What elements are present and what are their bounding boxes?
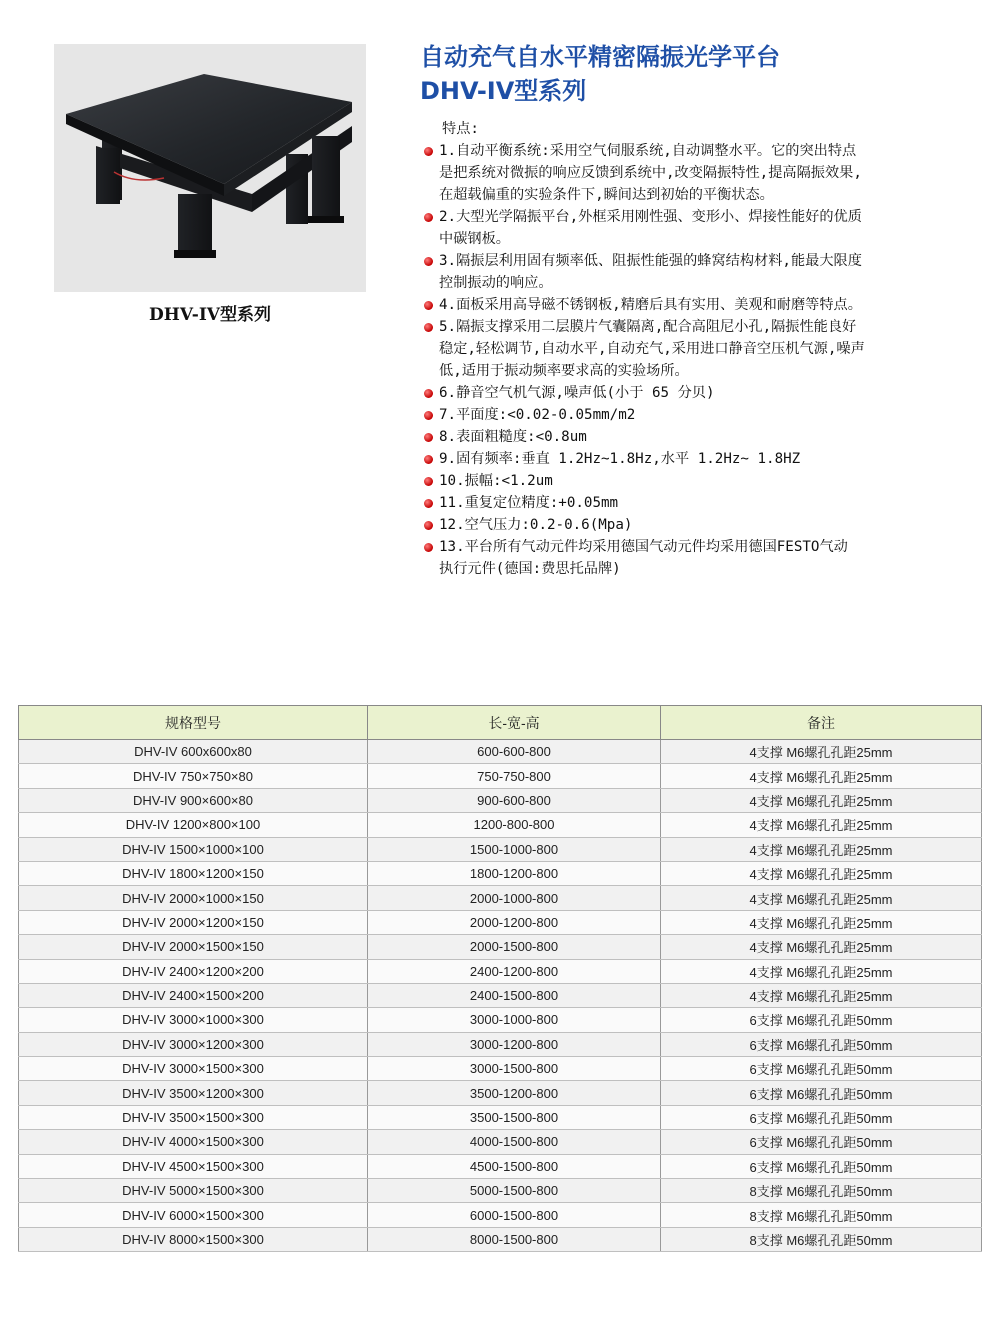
cell-model: DHV-IV 3000×1200×300 bbox=[19, 1032, 368, 1056]
cell-dimensions: 3000-1200-800 bbox=[368, 1032, 661, 1056]
red-bullet-icon bbox=[424, 543, 433, 552]
title-line-1: 自动充气自水平精密隔振光学平台 bbox=[420, 43, 780, 71]
column-header-dimensions: 长-宽-高 bbox=[368, 706, 661, 740]
table-row bbox=[19, 910, 982, 934]
cell-dimensions: 8000-1500-800 bbox=[368, 1227, 661, 1251]
cell-model: DHV-IV 5000×1500×300 bbox=[19, 1179, 368, 1203]
table-row bbox=[19, 788, 982, 812]
cell-dimensions: 1500-1000-800 bbox=[368, 837, 661, 861]
table-body bbox=[19, 740, 982, 1252]
cell-remarks: 6支撑 M6螺孔孔距50mm bbox=[661, 1154, 982, 1178]
cell-remarks: 4支撑 M6螺孔孔距25mm bbox=[661, 837, 982, 861]
feature-item bbox=[436, 492, 981, 514]
cell-model: DHV-IV 1500×1000×100 bbox=[19, 837, 368, 861]
cell-dimensions: 5000-1500-800 bbox=[368, 1179, 661, 1203]
feature-text: 1.自动平衡系统:采用空气伺服系统,自动调整水平。它的突出特点 是把系统对微振的响应反馈到系统中,改变隔振特性,提高隔振效果, 在超载偏重的实验条件下,瞬间达到初始的平衡状态。 bbox=[439, 143, 862, 203]
table-row bbox=[19, 935, 982, 959]
cell-remarks: 8支撑 M6螺孔孔距50mm bbox=[661, 1179, 982, 1203]
table-row bbox=[19, 1008, 982, 1032]
feature-list bbox=[436, 140, 981, 580]
feature-text: 5.隔振支撑采用二层膜片气囊隔离,配合高阻尼小孔,隔振性能良好 稳定,轻松调节,自动水平,自动充气,采用进口静音空压机气源,噪声 低,适用于振动频率要求高的实验场所。 bbox=[439, 319, 865, 379]
table-header-row bbox=[19, 706, 982, 740]
cell-model: DHV-IV 1800×1200×150 bbox=[19, 861, 368, 885]
cell-dimensions: 600-600-800 bbox=[368, 740, 661, 764]
column-header-model: 规格型号 bbox=[19, 706, 368, 740]
red-bullet-icon bbox=[424, 389, 433, 398]
cell-model: DHV-IV 3500×1500×300 bbox=[19, 1105, 368, 1129]
red-bullet-icon bbox=[424, 521, 433, 530]
product-caption: DHV-IV型系列 bbox=[149, 305, 271, 325]
cell-dimensions: 6000-1500-800 bbox=[368, 1203, 661, 1227]
cell-model: DHV-IV 750×750×80 bbox=[19, 764, 368, 788]
cell-model: DHV-IV 4000×1500×300 bbox=[19, 1130, 368, 1154]
red-bullet-icon bbox=[424, 499, 433, 508]
table-row bbox=[19, 740, 982, 764]
red-bullet-icon bbox=[424, 455, 433, 464]
feature-text: 4.面板采用高导磁不锈钢板,精磨后具有实用、美观和耐磨等特点。 bbox=[439, 297, 862, 313]
feature-item bbox=[436, 316, 981, 382]
table-row bbox=[19, 886, 982, 910]
cell-remarks: 8支撑 M6螺孔孔距50mm bbox=[661, 1227, 982, 1251]
optical-table-illustration bbox=[54, 44, 366, 292]
red-bullet-icon bbox=[424, 411, 433, 420]
red-bullet-icon bbox=[424, 147, 433, 156]
red-bullet-icon bbox=[424, 257, 433, 266]
cell-dimensions: 750-750-800 bbox=[368, 764, 661, 788]
table-row bbox=[19, 861, 982, 885]
cell-dimensions: 3500-1200-800 bbox=[368, 1081, 661, 1105]
table-row bbox=[19, 1227, 982, 1251]
feature-item bbox=[436, 382, 981, 404]
cell-dimensions: 3000-1500-800 bbox=[368, 1057, 661, 1081]
feature-item bbox=[436, 250, 981, 294]
cell-model: DHV-IV 3000×1000×300 bbox=[19, 1008, 368, 1032]
features-section bbox=[436, 118, 981, 580]
red-bullet-icon bbox=[424, 433, 433, 442]
feature-item bbox=[436, 294, 981, 316]
table-row bbox=[19, 1130, 982, 1154]
cell-remarks: 4支撑 M6螺孔孔距25mm bbox=[661, 959, 982, 983]
feature-text: 2.大型光学隔振平台,外框采用刚性强、变形小、焊接性能好的优质 中碳钢板。 bbox=[439, 209, 862, 247]
spec-table bbox=[18, 705, 982, 1252]
feature-item bbox=[436, 140, 981, 206]
table-row bbox=[19, 1105, 982, 1129]
feature-text: 6.静音空气机气源,噪声低(小于 65 分贝) bbox=[439, 385, 715, 401]
feature-text: 7.平面度:<0.02-0.05mm/m2 bbox=[439, 407, 636, 423]
cell-remarks: 4支撑 M6螺孔孔距25mm bbox=[661, 788, 982, 812]
cell-remarks: 8支撑 M6螺孔孔距50mm bbox=[661, 1203, 982, 1227]
table-row bbox=[19, 1154, 982, 1178]
feature-text: 13.平台所有气动元件均采用德国气动元件均采用德国FESTO气动 执行元件(德国:费思托品牌) bbox=[439, 539, 848, 577]
cell-remarks: 4支撑 M6螺孔孔距25mm bbox=[661, 886, 982, 910]
table-row bbox=[19, 1032, 982, 1056]
cell-model: DHV-IV 3000×1500×300 bbox=[19, 1057, 368, 1081]
feature-item bbox=[436, 426, 981, 448]
feature-text: 3.隔振层利用固有频率低、阻振性能强的蜂窝结构材料,能最大限度 控制振动的响应。 bbox=[439, 253, 862, 291]
cell-dimensions: 3000-1000-800 bbox=[368, 1008, 661, 1032]
red-bullet-icon bbox=[424, 213, 433, 222]
table-row bbox=[19, 959, 982, 983]
feature-item bbox=[436, 404, 981, 426]
cell-remarks: 4支撑 M6螺孔孔距25mm bbox=[661, 764, 982, 788]
cell-model: DHV-IV 4500×1500×300 bbox=[19, 1154, 368, 1178]
cell-dimensions: 1200-800-800 bbox=[368, 813, 661, 837]
table-row bbox=[19, 837, 982, 861]
feature-item bbox=[436, 514, 981, 536]
cell-model: DHV-IV 1200×800×100 bbox=[19, 813, 368, 837]
cell-dimensions: 2400-1500-800 bbox=[368, 983, 661, 1007]
table-row bbox=[19, 1057, 982, 1081]
table-row bbox=[19, 1179, 982, 1203]
feature-item bbox=[436, 470, 981, 492]
cell-model: DHV-IV 2000×1500×150 bbox=[19, 935, 368, 959]
feature-item bbox=[436, 536, 981, 580]
cell-remarks: 6支撑 M6螺孔孔距50mm bbox=[661, 1105, 982, 1129]
feature-item bbox=[436, 206, 981, 250]
cell-remarks: 6支撑 M6螺孔孔距50mm bbox=[661, 1008, 982, 1032]
cell-dimensions: 1800-1200-800 bbox=[368, 861, 661, 885]
feature-text: 8.表面粗糙度:<0.8um bbox=[439, 429, 587, 445]
feature-text: 12.空气压力:0.2-0.6(Mpa) bbox=[439, 517, 633, 533]
cell-dimensions: 4500-1500-800 bbox=[368, 1154, 661, 1178]
column-header-remarks: 备注 bbox=[661, 706, 982, 740]
table-row bbox=[19, 813, 982, 837]
cell-model: DHV-IV 600x600x80 bbox=[19, 740, 368, 764]
cell-model: DHV-IV 6000×1500×300 bbox=[19, 1203, 368, 1227]
cell-model: DHV-IV 8000×1500×300 bbox=[19, 1227, 368, 1251]
cell-dimensions: 2000-1500-800 bbox=[368, 935, 661, 959]
cell-remarks: 4支撑 M6螺孔孔距25mm bbox=[661, 861, 982, 885]
cell-model: DHV-IV 2000×1200×150 bbox=[19, 910, 368, 934]
features-label: 特点: bbox=[442, 121, 479, 137]
table-row bbox=[19, 983, 982, 1007]
cell-remarks: 6支撑 M6螺孔孔距50mm bbox=[661, 1057, 982, 1081]
cell-dimensions: 900-600-800 bbox=[368, 788, 661, 812]
red-bullet-icon bbox=[424, 323, 433, 332]
red-bullet-icon bbox=[424, 477, 433, 486]
table-row bbox=[19, 1081, 982, 1105]
cell-model: DHV-IV 2400×1200×200 bbox=[19, 959, 368, 983]
table-row bbox=[19, 1203, 982, 1227]
cell-model: DHV-IV 2400×1500×200 bbox=[19, 983, 368, 1007]
cell-remarks: 4支撑 M6螺孔孔距25mm bbox=[661, 740, 982, 764]
page-title bbox=[420, 40, 980, 108]
cell-dimensions: 2000-1000-800 bbox=[368, 886, 661, 910]
cell-remarks: 6支撑 M6螺孔孔距50mm bbox=[661, 1032, 982, 1056]
cell-remarks: 4支撑 M6螺孔孔距25mm bbox=[661, 935, 982, 959]
cell-remarks: 4支撑 M6螺孔孔距25mm bbox=[661, 813, 982, 837]
feature-item bbox=[436, 448, 981, 470]
cell-dimensions: 2000-1200-800 bbox=[368, 910, 661, 934]
cell-remarks: 4支撑 M6螺孔孔距25mm bbox=[661, 910, 982, 934]
feature-text: 10.振幅:<1.2um bbox=[439, 473, 553, 489]
feature-text: 11.重复定位精度:+0.05mm bbox=[439, 495, 619, 511]
product-photo bbox=[54, 44, 366, 292]
cell-model: DHV-IV 2000×1000×150 bbox=[19, 886, 368, 910]
cell-dimensions: 4000-1500-800 bbox=[368, 1130, 661, 1154]
cell-model: DHV-IV 900×600×80 bbox=[19, 788, 368, 812]
cell-dimensions: 2400-1200-800 bbox=[368, 959, 661, 983]
cell-remarks: 6支撑 M6螺孔孔距50mm bbox=[661, 1081, 982, 1105]
feature-text: 9.固有频率:垂直 1.2Hz~1.8Hz,水平 1.2Hz~ 1.8HZ bbox=[439, 451, 801, 467]
red-bullet-icon bbox=[424, 301, 433, 310]
cell-dimensions: 3500-1500-800 bbox=[368, 1105, 661, 1129]
table-row bbox=[19, 764, 982, 788]
cell-model: DHV-IV 3500×1200×300 bbox=[19, 1081, 368, 1105]
title-line-2: DHV-IV型系列 bbox=[420, 77, 587, 105]
cell-remarks: 6支撑 M6螺孔孔距50mm bbox=[661, 1130, 982, 1154]
cell-remarks: 4支撑 M6螺孔孔距25mm bbox=[661, 983, 982, 1007]
